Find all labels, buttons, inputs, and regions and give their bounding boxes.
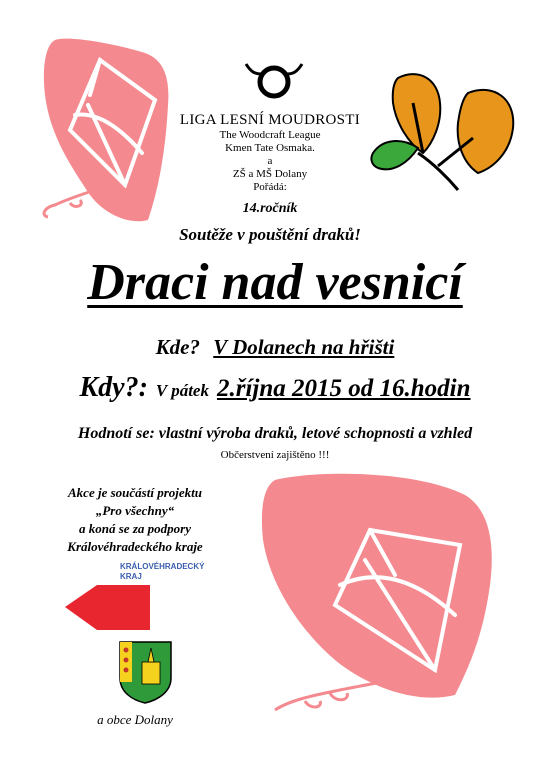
when-line	[0, 372, 550, 404]
where-value: V Dolanech na hřišti	[213, 335, 395, 359]
when-value: 2.října 2015 od 16.hodin	[216, 375, 471, 402]
organizer-line: ZŠ a MŠ Dolany	[232, 168, 308, 180]
contest-subtitle: Soutěže v pouštění draků!	[179, 225, 361, 244]
main-title: Draci nad vesnicí	[87, 254, 463, 311]
region-logo-text	[120, 562, 230, 582]
project-line: „Pro všechny“	[95, 503, 175, 518]
woodcraft-emblem-icon	[243, 60, 305, 100]
evaluation-text: Hodnotí se: vlastní výroba draků, letové schopnosti a vzhled	[77, 425, 473, 442]
region-logo-line: KRÁLOVÉHRADECKÝ	[120, 562, 205, 571]
where-line	[0, 335, 550, 360]
organizer-line: Pořádá:	[253, 181, 287, 193]
region-logo-icon	[65, 585, 150, 630]
organizer-line: Kmen Tate Osmaka.	[225, 142, 315, 154]
organizer-line: The Woodcraft League	[219, 129, 321, 141]
coat-of-arms-icon	[118, 640, 173, 705]
edition-label: 14.ročník	[242, 201, 298, 216]
municipality-text: a obce Dolany	[97, 712, 173, 727]
project-line: a koná se za podpory	[79, 521, 191, 536]
where-label: Kde?	[155, 335, 200, 359]
when-day: V pátek	[155, 381, 209, 400]
organizer-line: a	[267, 155, 273, 167]
project-line: Akce je součástí projektu	[68, 485, 202, 500]
refreshments-text: Občerstvení zajištěno !!!	[220, 449, 330, 461]
project-block	[40, 484, 230, 556]
project-line: Královéhradeckého kraje	[67, 539, 203, 554]
kite-icon	[255, 465, 505, 715]
region-logo-line: KRAJ	[120, 572, 142, 581]
when-label: Kdy?:	[79, 372, 148, 403]
organizer-block	[150, 112, 390, 194]
oak-leaves-icon	[368, 68, 518, 193]
organizer-title: LIGA LESNÍ MOUDROSTI	[179, 112, 361, 128]
